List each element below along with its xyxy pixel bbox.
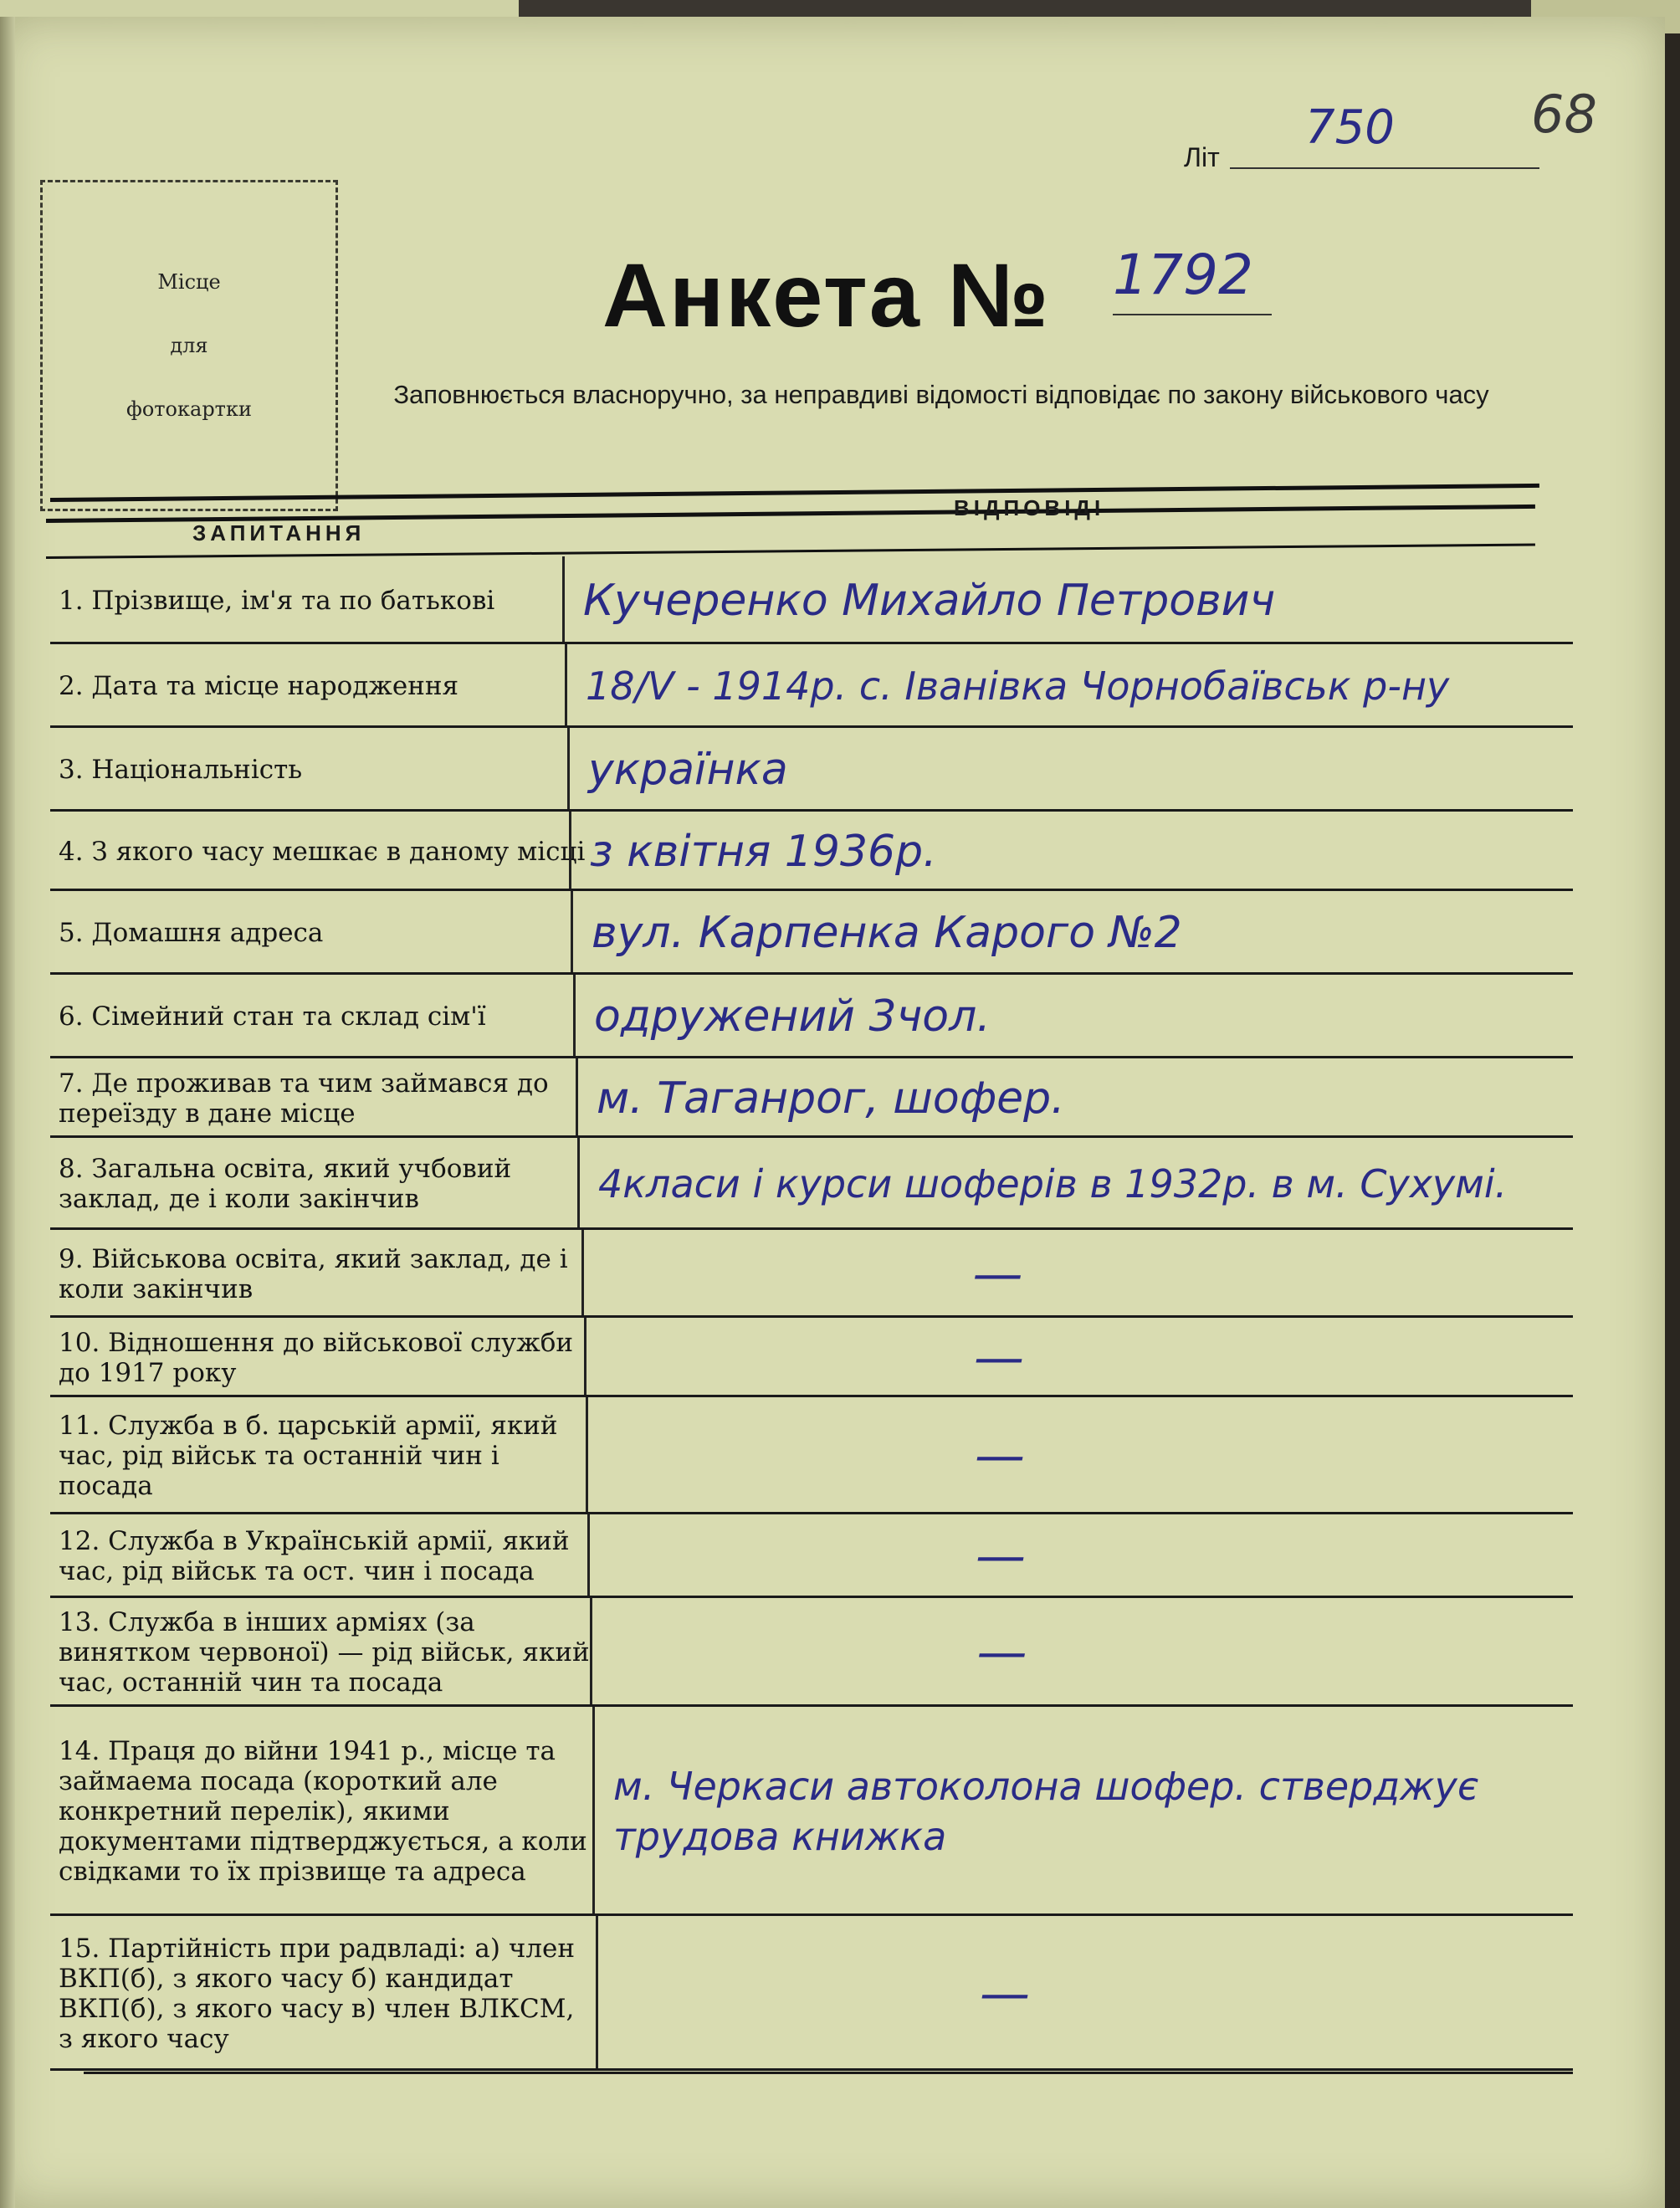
question-cell bbox=[59, 1138, 594, 1230]
answer-text: — bbox=[974, 1328, 1024, 1387]
table-row bbox=[50, 1707, 1573, 1916]
answer-text: з квітня 1936р. bbox=[590, 826, 937, 877]
lit-underline bbox=[1230, 167, 1539, 169]
table-row bbox=[50, 812, 1573, 891]
column-divider bbox=[577, 1138, 580, 1230]
binding-edge bbox=[0, 17, 15, 2208]
answer-text: 4класи і курси шоферів в 1932р. в м. Сухумі. bbox=[598, 1161, 1508, 1206]
column-divider bbox=[567, 728, 570, 812]
question-text: 1. Прізвище, ім'я та по батькові bbox=[59, 585, 495, 616]
answer-cell bbox=[602, 1230, 1560, 1318]
table-row bbox=[50, 1916, 1573, 2071]
form-title: Анкета № bbox=[602, 244, 1051, 346]
answer-cell bbox=[611, 1598, 1560, 1707]
question-text: 7. Де проживав та чим займався до переїзду в дане місце bbox=[59, 1068, 549, 1129]
answer-text: м. Таганрог, шофер. bbox=[597, 1073, 1065, 1124]
form-number-underline bbox=[1113, 314, 1272, 315]
answer-text: одружений 3чол. bbox=[594, 991, 991, 1042]
answer-cell bbox=[592, 891, 1560, 975]
question-text: 3. Національність bbox=[59, 755, 303, 785]
answer-text: українка bbox=[588, 745, 788, 795]
answer-cell bbox=[605, 1318, 1560, 1397]
column-divider bbox=[581, 1230, 584, 1318]
table-row bbox=[50, 728, 1573, 812]
answer-text: Кучеренко Михайло Петрович bbox=[583, 575, 1276, 626]
answer-text: — bbox=[980, 1964, 1030, 2023]
question-text: 8. Загальна освіта, який учбовий заклад, де і коли закінчив bbox=[59, 1154, 512, 1214]
answer-cell bbox=[607, 1397, 1560, 1514]
question-text: 5. Домашня адреса bbox=[59, 918, 324, 948]
question-text: 12. Служба в Українській армії, який час, рід військ та ост. чин і посада bbox=[59, 1526, 570, 1586]
table-row bbox=[50, 1397, 1573, 1514]
column-divider bbox=[576, 1058, 578, 1138]
table-row bbox=[50, 891, 1573, 975]
answer-text: 18/V - 1914р. с. Іванівка Чорнобаївськ р-ну bbox=[586, 663, 1450, 709]
question-text: 11. Служба в б. царській армії, який час, рід військ та останній чин і посада bbox=[59, 1411, 558, 1501]
column-divider bbox=[562, 556, 565, 644]
question-cell bbox=[59, 1230, 594, 1318]
photo-label-line: Місце bbox=[157, 270, 221, 294]
answer-cell bbox=[594, 975, 1560, 1058]
answer-cell bbox=[608, 1514, 1560, 1598]
answer-cell bbox=[597, 1058, 1560, 1138]
question-text: 4. З якого часу мешкає в даному місці bbox=[59, 836, 586, 867]
table-row bbox=[50, 644, 1573, 728]
lit-value: 750 bbox=[1305, 100, 1395, 155]
question-text: 9. Військова освіта, який заклад, де і коли закінчив bbox=[59, 1243, 568, 1304]
question-cell bbox=[59, 1916, 594, 2071]
question-cell bbox=[59, 1397, 594, 1514]
column-divider bbox=[592, 1707, 595, 1916]
question-cell bbox=[59, 1058, 594, 1138]
answer-text: — bbox=[975, 1427, 1025, 1485]
answer-text: — bbox=[976, 1527, 1026, 1586]
answer-cell bbox=[617, 1916, 1560, 2071]
table-row bbox=[50, 1230, 1573, 1318]
questions-column-header: ЗАПИТАННЯ bbox=[192, 520, 366, 546]
question-text: 13. Служба в інших арміях (за винятком червоної) — рід військ, який час, останній чин та посада bbox=[59, 1607, 590, 1698]
answer-cell bbox=[598, 1138, 1560, 1230]
question-cell bbox=[59, 728, 594, 812]
table-bottom-rule bbox=[84, 2072, 1573, 2074]
question-text: 2. Дата та місце народження bbox=[59, 671, 459, 701]
column-divider bbox=[586, 1397, 588, 1514]
answer-text: — bbox=[976, 1623, 1027, 1682]
column-divider bbox=[565, 644, 567, 728]
photo-label-line: для bbox=[170, 334, 208, 357]
answer-text: — bbox=[972, 1244, 1023, 1304]
question-cell bbox=[59, 1514, 594, 1598]
question-cell bbox=[59, 556, 594, 644]
answer-text: вул. Карпенка Карого №2 bbox=[592, 908, 1182, 958]
column-divider bbox=[573, 975, 576, 1058]
question-cell bbox=[59, 1318, 594, 1397]
column-divider bbox=[571, 891, 573, 975]
question-cell bbox=[59, 891, 594, 975]
question-text: 15. Партійність при радвладі: а) член ВКП(б), з якого часу б) кандидат ВКП(б), з якого часу в) член ВЛКСМ, з якого часу bbox=[59, 1933, 576, 2054]
form-number: 1792 bbox=[1113, 243, 1253, 307]
table-row bbox=[50, 556, 1573, 644]
archive-number: 68 bbox=[1531, 84, 1597, 145]
answers-column-header: ВІДПОВІДІ bbox=[954, 495, 1105, 520]
table-row bbox=[50, 975, 1573, 1058]
question-cell bbox=[59, 644, 594, 728]
table-row bbox=[50, 1138, 1573, 1230]
question-cell bbox=[59, 812, 594, 891]
photo-label-line: фотокартки bbox=[126, 397, 252, 421]
form-subtitle: Заповнюється власноручно, за неправдиві відомості відповідає по закону військового часу bbox=[393, 380, 1489, 409]
question-text: 10. Відношення до військової служби до 1917 року bbox=[59, 1327, 574, 1388]
row-rule bbox=[50, 2068, 1573, 2071]
question-cell bbox=[59, 975, 594, 1058]
table-row bbox=[50, 1598, 1573, 1707]
column-divider bbox=[587, 1514, 590, 1598]
answer-cell bbox=[588, 728, 1560, 812]
answer-cell bbox=[586, 644, 1560, 728]
table-row bbox=[50, 1058, 1573, 1138]
answer-cell bbox=[590, 812, 1560, 891]
table-row bbox=[50, 1318, 1573, 1397]
question-text: 6. Сімейний стан та склад сім'ї bbox=[59, 1002, 486, 1032]
answer-cell bbox=[613, 1707, 1560, 1916]
column-divider bbox=[569, 812, 571, 891]
column-divider bbox=[584, 1318, 586, 1397]
column-divider bbox=[590, 1598, 592, 1707]
column-divider bbox=[596, 1916, 598, 2071]
question-text: 14. Праця до війни 1941 р., місце та займаема посада (короткий але конкретний перелік), якими документами підтверджується, а коли свідками то їх прізвище та адреса bbox=[59, 1736, 587, 1887]
lit-label: Літ bbox=[1184, 142, 1220, 172]
answer-cell bbox=[583, 556, 1560, 644]
table-row bbox=[50, 1514, 1573, 1598]
question-cell bbox=[59, 1598, 594, 1707]
photo-placeholder bbox=[40, 180, 338, 511]
answer-text: м. Черкаси автоколона шофер. стверджує трудова книжка bbox=[613, 1764, 1479, 1859]
question-cell bbox=[59, 1707, 594, 1916]
